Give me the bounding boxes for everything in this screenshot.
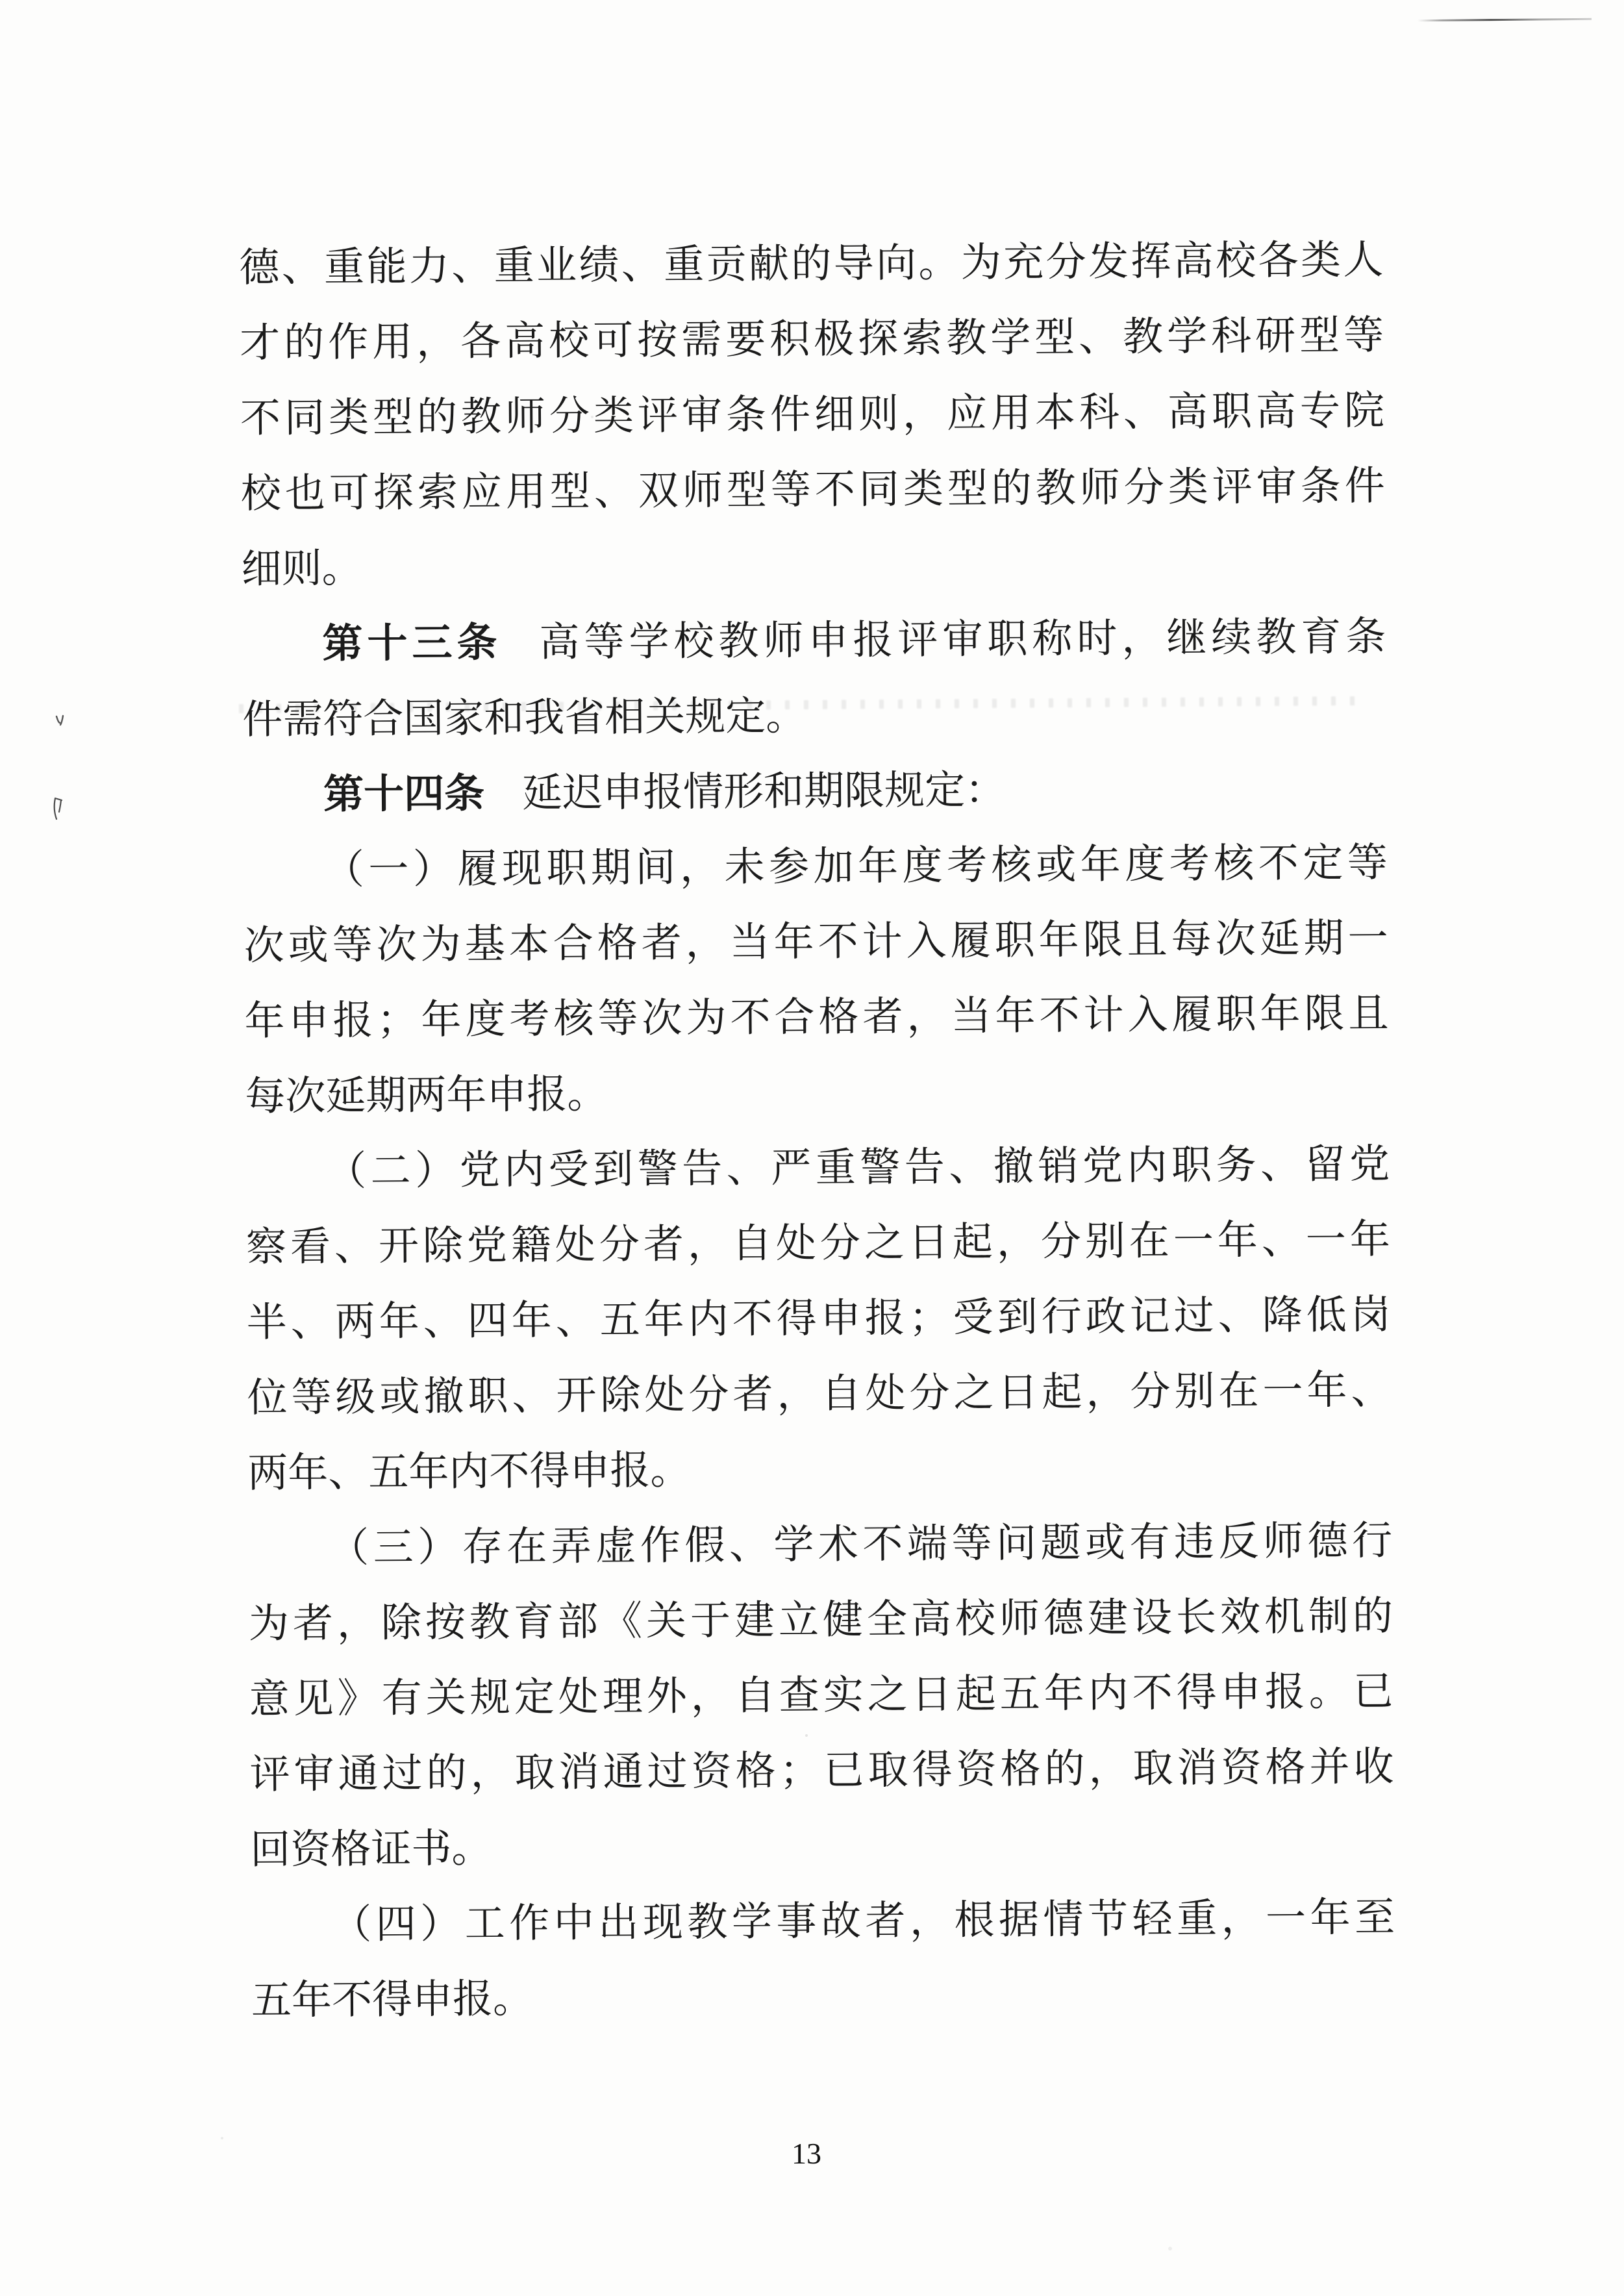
- text-line: 年申报；年度考核等次为不合格者，当年不计入履职年限且: [244, 991, 1389, 1044]
- text-line: （一）履现职期间，未参加年度考核或年度考核不定等: [323, 840, 1388, 893]
- article-number: 第十三条: [322, 621, 502, 667]
- text-line: 半、两年、四年、五年内不得申报；受到行政记过、降低岗: [246, 1293, 1391, 1345]
- article-text: 延迟申报情形和期限规定：: [521, 768, 1006, 816]
- text-line: 位等级或撤职、开除处分者，自处分之日起，分别在一年、: [247, 1368, 1392, 1420]
- text-line: 不同类型的教师分类评审条件细则，应用本科、高职高专院: [240, 388, 1385, 441]
- article-text: 高等学校教师申报评审职称时，继续教育条: [539, 614, 1386, 665]
- text-line: 校也可探索应用型、双师型等不同类型的教师分类评审条件: [240, 464, 1386, 516]
- text-line: 每次延期两年申报。: [245, 1072, 608, 1119]
- text-line: （三）存在弄虚作假、学术不端等问题或有违反师德行: [328, 1519, 1393, 1571]
- article-number: 第十四条: [323, 772, 485, 818]
- text-line: [243, 750, 1388, 833]
- document-body: [239, 223, 1395, 2039]
- text-line: 评审通过的，取消通过资格；已取得资格的，取消资格并收: [249, 1745, 1394, 1797]
- scan-speck: [52, 796, 64, 821]
- text-line: 次或等次为基本合格者，当年不计入履职年限且每次延期一: [244, 916, 1388, 968]
- text-line: 五年不得申报。: [251, 1976, 534, 2023]
- text-line: （四）工作中出现教学事故者，根据情节轻重，一年至: [331, 1895, 1395, 1948]
- page-number: 13: [792, 2137, 821, 2170]
- text-line: 德、重能力、重业绩、重贡献的导向。为充分发挥高校各类人: [239, 238, 1384, 290]
- scan-speck: [55, 714, 66, 726]
- text-line: 件需符合国家和我省相关规定。: [242, 694, 806, 742]
- text-line: （二）党内受到警告、严重警告、撤销党内职务、留党: [325, 1142, 1390, 1194]
- text-line: 意见》有关规定处理外，自查实之日起五年内不得申报。已: [249, 1669, 1393, 1722]
- scan-line-artifact: [1418, 18, 1592, 22]
- text-line: 才的作用，各高校可按需要积极探索教学型、教学科研型等: [239, 313, 1384, 366]
- text-line: [242, 599, 1386, 683]
- text-line: 察看、开除党籍处分者，自处分之日起，分别在一年、一年: [245, 1217, 1391, 1270]
- text-line: 回资格证书。: [250, 1826, 492, 1873]
- text-line: 为者，除按教育部《关于建立健全高校师德建设长效机制的: [248, 1594, 1393, 1646]
- text-line: 细则。: [241, 546, 362, 592]
- text-line: 两年、五年内不得申报。: [247, 1448, 691, 1496]
